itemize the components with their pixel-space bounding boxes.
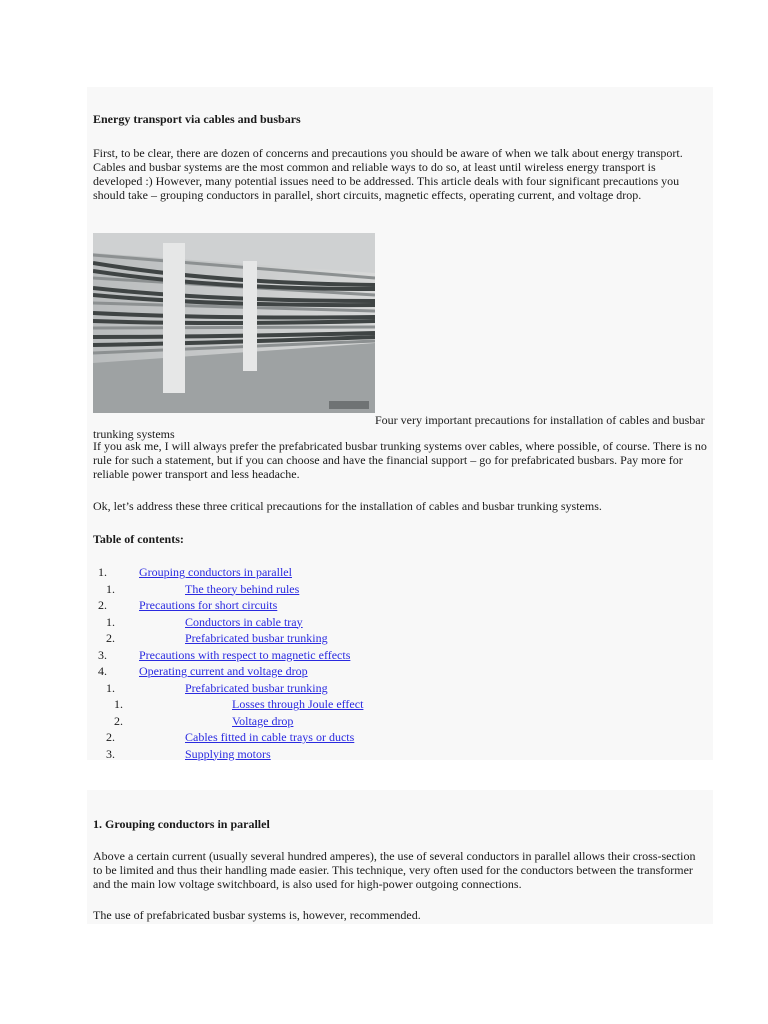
intro-paragraph: First, to be clear, there are dozen of concerns and precautions you should be aware of when we talk about energy transport. Cables and busbar systems are the most common and reliable ways to do so, at least until wireless energy transport is developed :) However, many potential issues need to be addressed. This article deals with four significant precautions you should take – grouping conductors in parallel, short circuits, magnetic effects, operating current, and voltage drop. <box>93 146 683 202</box>
toc-heading: Table of contents: <box>93 532 184 546</box>
toc-item-number: 2. <box>98 598 107 612</box>
toc-item-number: 3. <box>98 647 107 662</box>
grouping-paragraph: Above a certain current (usually several hundred amperes), the use of several conductors in parallel allows their cross-section to be limited and thus their handling made easier. This technique, very often used for the conductors between the transformer and the main low voltage switchboard, is also used for high-power outgoing connections. <box>93 849 696 891</box>
toc-link[interactable]: Operating current and voltage drop <box>139 664 308 678</box>
toc-item <box>87 581 687 597</box>
toc-item-number: 1. <box>114 697 123 711</box>
toc-item <box>87 729 687 745</box>
article-section-intro <box>87 87 713 760</box>
toc-item <box>87 614 687 630</box>
toc-link[interactable]: Conductors in cable tray <box>185 614 303 629</box>
toc-item <box>87 597 687 613</box>
toc-link[interactable]: Precautions for short circuits <box>139 598 278 612</box>
toc-item <box>87 647 687 663</box>
toc-item <box>87 713 687 729</box>
toc-item-number: 1. <box>106 581 115 596</box>
toc-item <box>87 663 687 679</box>
toc-item <box>87 680 687 696</box>
toc-item-number: 1. <box>106 614 115 629</box>
toc-item-number: 2. <box>106 730 115 744</box>
preference-paragraph: If you ask me, I will always prefer the prefabricated busbar trunking systems over cables, where possible, of course. There is no rule for such a statement, but if you can choose and have the financial support – go for prefabricated busbars. Pay more for reliable power transport and less headache. <box>93 439 707 481</box>
cable-tray-photo <box>93 233 375 413</box>
toc-item <box>87 564 687 580</box>
toc-item-number: 1. <box>106 680 115 695</box>
toc-link[interactable]: Prefabricated busbar trunking <box>185 631 328 645</box>
toc-item <box>87 630 687 646</box>
toc-link[interactable]: Prefabricated busbar trunking <box>185 680 328 695</box>
toc-item-number: 2. <box>106 631 115 645</box>
article-section-grouping <box>87 790 713 924</box>
article-heading: Energy transport via cables and busbars <box>93 112 301 126</box>
toc-link[interactable]: Cables fitted in cable trays or ducts <box>185 730 355 744</box>
toc-item <box>87 696 687 712</box>
address-paragraph: Ok, let’s address these three critical precautions for the installation of cables and busbar trunking systems. <box>93 499 602 513</box>
toc-item <box>87 746 687 762</box>
toc-link[interactable]: Voltage drop <box>232 713 294 728</box>
toc-link[interactable]: The theory behind rules <box>185 581 300 596</box>
toc-item-number: 1. <box>98 565 107 579</box>
toc-item-number: 3. <box>106 746 115 761</box>
toc-item-number: 4. <box>98 664 107 678</box>
toc-link[interactable]: Precautions with respect to magnetic effects <box>139 647 351 662</box>
toc-link[interactable]: Grouping conductors in parallel <box>139 565 292 579</box>
section-heading: 1. Grouping conductors in parallel <box>93 817 270 831</box>
toc-item-number: 2. <box>114 713 123 728</box>
image-caption: Four very important precautions for installation of cables and busbar trunking systems <box>93 413 705 441</box>
recommendation-paragraph: The use of prefabricated busbar systems is, however, recommended. <box>93 908 421 922</box>
toc-link[interactable]: Supplying motors <box>185 746 271 761</box>
toc-link[interactable]: Losses through Joule effect <box>232 697 364 711</box>
